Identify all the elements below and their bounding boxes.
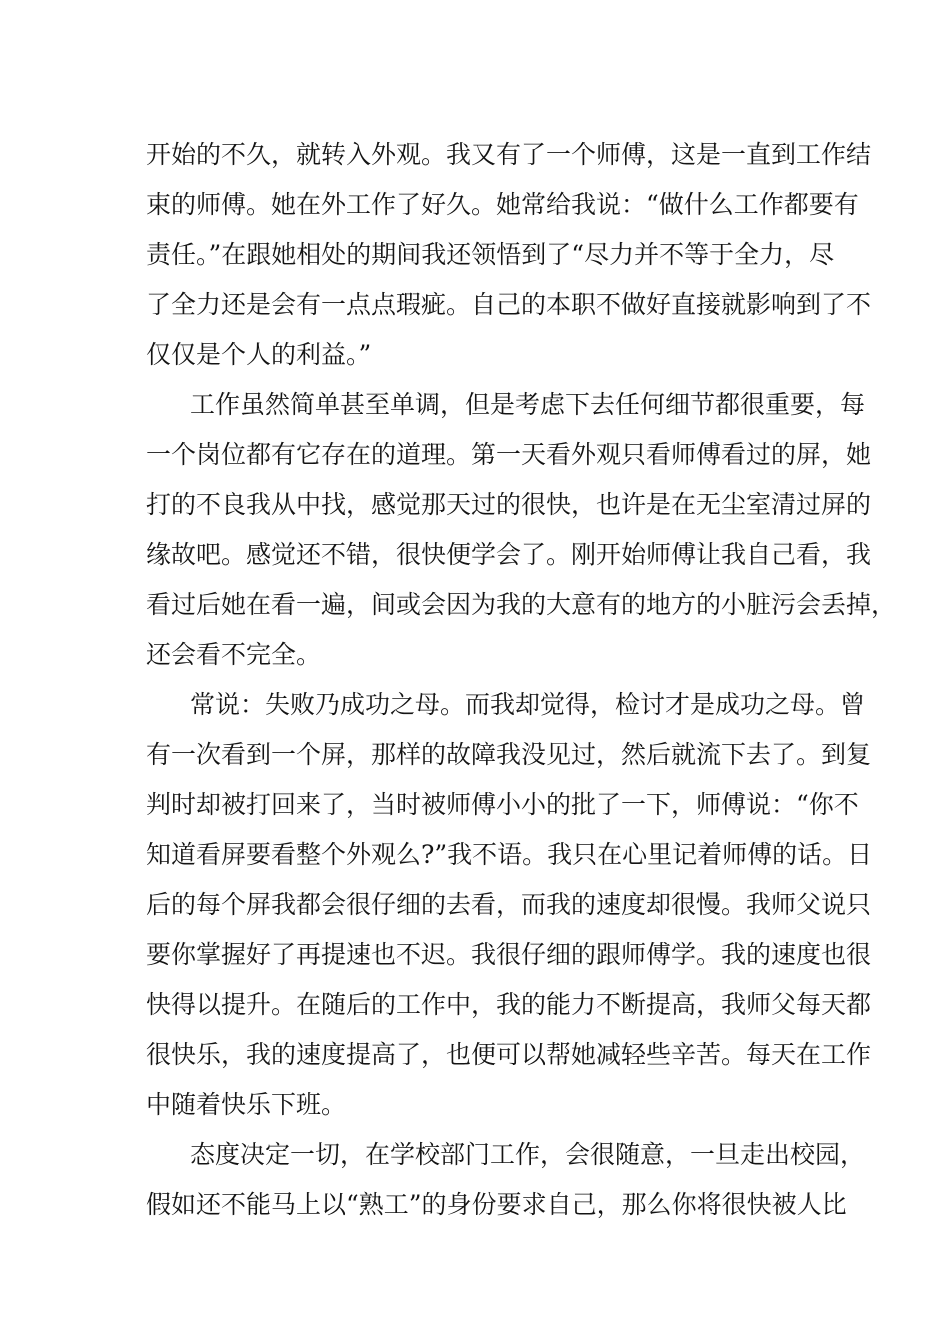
text-line: 假如还不能马上以“熟工”的身份要求自己，那么你将很快被人比 <box>146 1190 847 1219</box>
text-line: 判时却被打回来了，当时被师傅小小的批了一下，师傅说：“你不 <box>146 790 859 819</box>
text-line: 了全力还是会有一点点瑕疵。自己的本职不做好直接就影响到了不 <box>146 290 872 319</box>
text-line: 仅仅是个人的利益。” <box>146 340 372 369</box>
text-line: 很快乐，我的速度提高了，也便可以帮她减轻些辛苦。每天在工作 <box>146 1040 872 1069</box>
text-line: 束的师傅。她在外工作了好久。她常给我说：“做什么工作都要有 <box>146 190 859 219</box>
text-line: 要你掌握好了再提速也不迟。我很仔细的跟师傅学。我的速度也很 <box>146 940 872 969</box>
text-line: 还会看不完全。 <box>146 640 322 669</box>
text-line: 后的每个屏我都会很仔细的去看，而我的速度却很慢。我师父说只 <box>146 890 872 919</box>
text-line: 缘故吧。感觉还不错，很快便学会了。刚开始师傅让我自己看，我 <box>146 540 872 569</box>
text-line: 态度决定一切，在学校部门工作，会很随意，一旦走出校园， <box>190 1140 866 1169</box>
text-line: 责任。”在跟她相处的期间我还领悟到了“尽力并不等于全力，尽 <box>146 240 835 269</box>
text-line: 工作虽然简单甚至单调，但是考虑下去任何细节都很重要，每 <box>190 390 866 419</box>
text-line: 一个岗位都有它存在的道理。第一天看外观只看师傅看过的屏，她 <box>146 440 872 469</box>
text-line: 常说：失败乃成功之母。而我却觉得，检讨才是成功之母。曾 <box>190 690 866 719</box>
text-line: 看过后她在看一遍，间或会因为我的大意有的地方的小脏污会丢掉， <box>146 590 897 619</box>
text-line: 开始的不久，就转入外观。我又有了一个师傅，这是一直到工作结 <box>146 140 872 169</box>
text-line: 快得以提升。在随后的工作中，我的能力不断提高，我师父每天都 <box>146 990 872 1019</box>
text-line: 知道看屏要看整个外观么?”我不语。我只在心里记着师傅的话。日 <box>146 840 873 869</box>
text-line: 有一次看到一个屏，那样的故障我没见过，然后就流下去了。到复 <box>146 740 872 769</box>
text-line: 中随着快乐下班。 <box>146 1090 347 1119</box>
text-line: 打的不良我从中找，感觉那天过的很快，也许是在无尘室清过屏的 <box>146 490 872 519</box>
